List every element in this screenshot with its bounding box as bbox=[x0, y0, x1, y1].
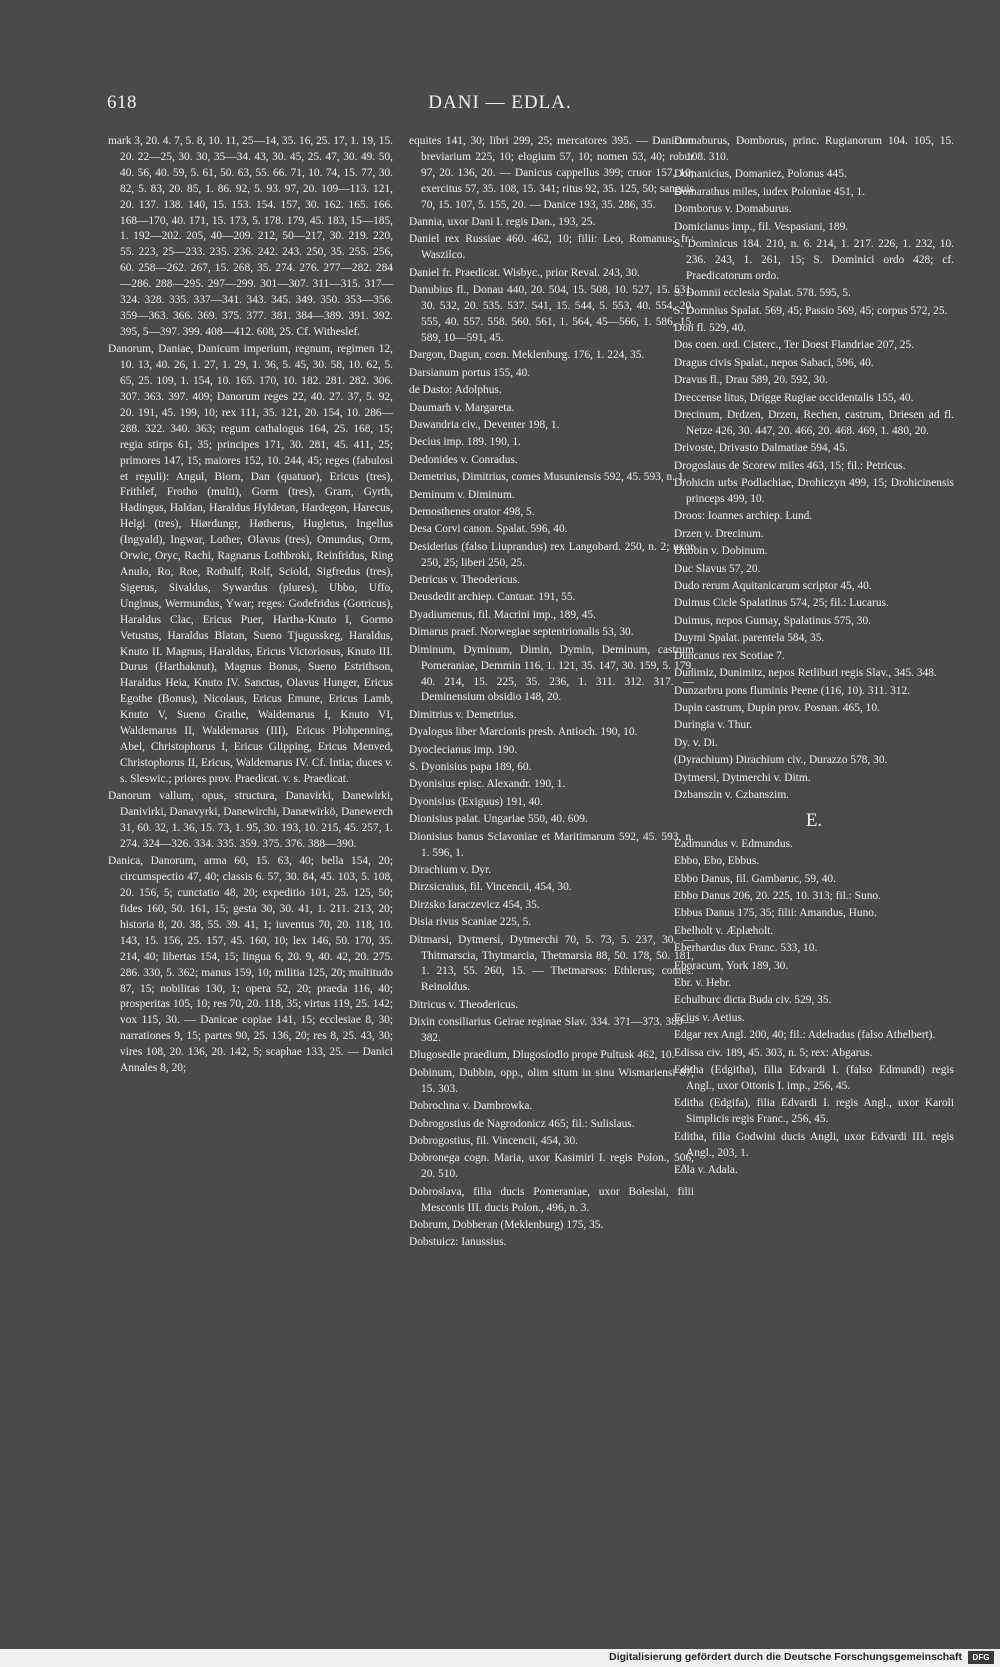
index-entry: Duymi Spalat. parentela 584, 35. bbox=[674, 632, 825, 645]
index-entry: Domanicius, Domaniez, Polonus 445. bbox=[674, 168, 847, 181]
index-entry: Echulburc dicta Buda civ. 529, 35. bbox=[674, 994, 832, 1007]
index-entry: Editha (Edgifa), filia Edvardi I. regis Angl., uxor Karoli Simplicis regis Franc., 256, 45. bbox=[674, 1097, 954, 1126]
index-entry: Dravus fl., Drau 589, 20. 592, 30. bbox=[674, 374, 828, 387]
index-entry: Dirzsko Iaraczevicz 454, 35. bbox=[409, 898, 540, 911]
index-entry: Duimus Cicle Spalatinus 574, 25; fil.: Lucarus. bbox=[674, 597, 889, 610]
index-entry: Ebelholt v. Æplæholt. bbox=[674, 924, 774, 937]
index-entry: Dy. v. Di. bbox=[674, 736, 718, 749]
index-entry: Danubius fl., Donau 440, 20. 504, 15. 508, 10. 527, 15. 531, 30. 532, 20. 535. 537. 541, 15. 544, 5. 553, 40. 554, 20. 555, 40. 557. 558. 560. 561, 1. 564, 45—566, 1. 586, 15. 589, 10—591, 45. bbox=[409, 284, 694, 344]
index-entry: S. Dominicus 184. 210, n. 6. 214, 1. 217. 226, 1. 232, 10. 236. 243, 1. 261, 15; S. Dominici ordo 428; cf. Praedicatorum ordo. bbox=[674, 237, 954, 282]
index-entry: Duimus, nepos Gumay, Spalatinus 575, 30. bbox=[674, 614, 872, 627]
index-entry: Dionisius banus Sclavoniae et Maritimarum 592, 45. 593, n. 1. 596, 1. bbox=[409, 830, 694, 859]
index-entry: Ebbo Danus 206, 20. 225, 10. 313; fil.: Suno. bbox=[674, 889, 881, 902]
index-entry: Daniel rex Russiae 460. 462, 10; filii: Leo, Romanus; fr.: Waszilco. bbox=[409, 233, 694, 262]
index-entry: Dionisius palat. Ungariae 550, 40. 609. bbox=[409, 813, 588, 826]
index-entry: Ecius v. Aetius. bbox=[674, 1011, 745, 1024]
index-entry: Drogoslaus de Scorew miles 463, 15; fil.: Petricus. bbox=[674, 459, 906, 472]
index-entry: Dimarus praef. Norwegiae septentrionalis 53, 30. bbox=[409, 626, 634, 639]
index-entry: Danica, Danorum, arma 60, 15. 63, 40; bella 154, 20; circumspectio 47, 40; classis 6. 57, 30. 84, 45. 103, 5. 108, 20. 156, 5; cunctatio 48, 20; expeditio 101, 25. 125, 50; fides 160, 50. 161, 15; gesta 30, 30. 41, 1. 211. 213, 20; historia 8, 20. 38, 55. 39. 41, 1; iuventus 70, 20. 118, 10. 143, 15. 156, 25. 157, 45. 160, 10; lex 146, 50. 170, 35. 214, 40; libertas 154, 15; lingua 6, 20. 9, 40. 42, 20. 275. 286. 330, 5. 362; manus 159, 10; militia 125, 20; multitudo 87, 15; nobilitas 130, 1; opera 52, 20; praeda 116, 40; prosperitas 105, 10; res 70, 20. 118, 35; virtus 119, 25. 142; vox 115, 30. — Danicae copiae 141, 15; ecclesiae 8, 30; narrationes 9, 15; partes 90, 25. 136, 20; res 8, 25. 43, 30; vires 108, 20. 136, 20. 142, 5; scaphae 133, 25. — Danici Annales 8, 20; bbox=[108, 855, 393, 1075]
footer-credit: Digitalisierung gefördert durch die Deutsche Forschungsgemeinschaft bbox=[609, 1651, 962, 1663]
index-entry: Dobrochna v. Dambrowka. bbox=[409, 1100, 533, 1113]
index-entry: Detricus v. Theodericus. bbox=[409, 574, 521, 587]
index-entry: Eboracum, York 189, 30. bbox=[674, 959, 789, 972]
index-entry: S. Dyonisius papa 189, 60. bbox=[409, 761, 532, 774]
index-entry: Edgar rex Angl. 200, 40; fil.: Adelradus (falso Athelbert). bbox=[674, 1029, 936, 1042]
running-head: DANI — EDLA. bbox=[428, 92, 572, 113]
index-entry: Daumarh v. Margareta. bbox=[409, 401, 515, 414]
section-letter: E. bbox=[805, 809, 823, 831]
index-entry: Desa Corvi canon. Spalat. 596, 40. bbox=[409, 523, 568, 536]
dfg-logo-icon: DFG bbox=[968, 1651, 994, 1664]
index-entry: Diminum, Dyminum, Dimin, Dymin, Deminum, castrum Pomeraniae, Demmin 116, 1. 121, 35. 147, 30. 159, 5. 179, 40. 214, 15. 225, 35. 236, 1. 311. 312. 317. — Deminensium obsidio 148, 20. bbox=[409, 643, 694, 704]
index-entry: Dyonisius (Exiguus) 191, 40. bbox=[409, 795, 543, 808]
index-entry: Dimitrius v. Demetrius. bbox=[409, 708, 517, 721]
index-entry: Dirachium v. Dyr. bbox=[409, 863, 492, 876]
index-entry: Eberhardus dux Franc. 533, 10. bbox=[674, 942, 818, 955]
index-entry: equites 141, 30; libri 299, 25; mercatores 395. — Danicum breviarium 225, 10; elogium 57, 10; nomen 53, 40; robur 97, 20. 136, 20. — Danicus cappellus 399; cruor 157, 10; exercitus 57, 35. 108, 15. 341; ritus 92, 35. 125, 50; sanguis 70, 15. 107, 5. 155, 20. — Danice 193, 35. 286, 35. bbox=[409, 135, 694, 211]
index-entry: Dlugosedle praedium, Dlugosiodlo prope Pultusk 462, 10. bbox=[409, 1049, 675, 1062]
index-entry: Deminum v. Diminum. bbox=[409, 488, 515, 501]
index-entry: Ebr. v. Hebr. bbox=[674, 977, 732, 989]
index-entry: Editha (Edgitha), filia Edvardi I. (falso Edmundi) regis Angl., uxor Ottonis I. imp., 256, 45. bbox=[674, 1064, 954, 1092]
index-entry: Eðla v. Adala. bbox=[674, 1163, 738, 1176]
index-entry: Darsianum portus 155, 40. bbox=[409, 366, 531, 379]
index-entry: S. Domnius Spalat. 569, 45; Passio 569, 45; corpus 572, 25. bbox=[674, 304, 948, 317]
index-entry: Dargon, Dagun, coen. Meklenburg. 176, 1. 224, 35. bbox=[409, 349, 645, 362]
index-entry: Dobinum, Dubbin, opp., olim situm in sinu Wismariensi 87, 15. 303. bbox=[409, 1066, 694, 1095]
index-entry: de Dasto: Adolphus. bbox=[409, 384, 502, 397]
index-entry: Ditricus v. Theodericus. bbox=[409, 998, 519, 1011]
index-entry: Dragus civis Spalat., nepos Sabaci, 596, 40. bbox=[674, 356, 874, 369]
index-entry: Disia rivus Scaniae 225, 5. bbox=[409, 916, 532, 929]
digitization-footer bbox=[0, 1649, 1000, 1667]
index-entry: (Dyrachium) Dirachium civ., Durazzo 578, 30. bbox=[674, 754, 888, 767]
index-entry: Danorum vallum, opus, structura, Danavirki, Danewirki, Danivirki, Danavyrki, Danewirchi, Danæwirkö, Danewerch 31, 60. 32, 1. 36, 15. 73, 1. 95, 30. 193, 10. 215, 45. 257, 1. 274. 324—326. 334. 335. 359. 375. 376. 388—390. bbox=[108, 790, 393, 850]
index-entry: Dobrogostius, fil. Vincencii, 454, 30. bbox=[409, 1134, 579, 1147]
index-entry: Ebbo Danus, fil. Gambaruc, 59, 40. bbox=[674, 872, 836, 885]
index-entry: Don fl. 529, 40. bbox=[674, 321, 747, 334]
index-entry: Domicianus imp., fil. Vespasiani, 189. bbox=[674, 220, 849, 233]
index-entry: Dupin castrum, Dupin prov. Posnan. 465, 10. bbox=[674, 701, 880, 714]
index-entry: Duringia v. Thur. bbox=[674, 719, 753, 732]
index-column-left bbox=[108, 134, 393, 1078]
index-entry: Ditmarsi, Dytmersi, Dytmerchi 70, 5. 73, 5. 237, 30. — Thitmarscia, Thytmarcia, Thetmarsia 88, 50. 178, 50. 181, 1. 213, 55. 260, 15. — Thetmarsos: Ethlerus; comes: Reinoldus. bbox=[409, 933, 694, 994]
index-entry: Dyonisius episc. Alexandr. 190, 1. bbox=[409, 778, 566, 791]
index-entry: Demosthenes orator 498, 5. bbox=[409, 505, 535, 518]
index-entry: Edissa civ. 189, 45. 303, n. 5; rex: Abgarus. bbox=[674, 1046, 873, 1059]
index-entry: Drzen v. Drecinum. bbox=[674, 527, 764, 540]
index-entry: Drecinum, Drdzen, Drzen, Rechen, castrum, Driesen ad fl. Netze 426, 30. 447, 20. 466, 20. 468. 469, 1. 480, 20. bbox=[674, 409, 954, 437]
index-entry: Daniel fr. Praedicat. Wisbyc., prior Reval. 243, 30. bbox=[409, 266, 640, 279]
index-entry: Ebbo, Ebo, Ebbus. bbox=[674, 855, 760, 868]
index-entry: Dannia, uxor Dani I. regis Dan., 193, 25. bbox=[409, 216, 596, 229]
index-entry: Dixin consiliarius Geirae reginae Slav. 334. 371—373. 380—382. bbox=[409, 1016, 694, 1045]
index-entry: Decius imp. 189. 190, 1. bbox=[409, 436, 521, 449]
index-column-right bbox=[674, 134, 954, 1180]
index-entry: Domborus v. Domaburus. bbox=[674, 203, 792, 216]
index-entry: Danorum, Daniae, Danicum imperium, regnum, regimen 12, 10. 13, 40. 26, 1. 27, 1. 29, 1. 36, 5. 45, 30. 58, 10. 62, 5. 65, 25. 109, 1. 154, 10. 165. 170, 10. 182. 281. 282. 306. 307. 363. 397. 409; Danorum reges 22, 40. 27. 37, 5. 92, 20. 191, 45. 199, 10; rex 111, 35. 121, 20. 154, 10. 286—288. 322. 340. 363; regum cathalogus 164, 25. 168, 15; regia stirps 61, 35; principes 171, 30. 281, 45. 411, 25; primores 147, 15; maiores 152, 10. 244, 45; reges (fabulosi et reguli): Angul, Biorn, Dan (quatuor), Ericus (tres), Frithlef, Frotho (multi), Gorm (tres), Gram, Gyrth, Hadingus, Haldan, Haraldus Hyldetan, Hardegon, Harecus, Helgi (tres), Hiørdungr, Høtherus, Hugletus, Ingellus (Ingyald), Ingwar, Lother, Olavus (tres), Omundus, Orm, Orwic, Oryc, Rachi, Ragnarus Lothbroki, Reinfridus, Ring Anulo, Ro, Roe, Rothulf, Rolf, Sciold, Sigfredus (tres), Sigerus, Sivaldus, Sywardus (plures), Ubbo, Uffo, Unginus, Wermundus, Ywar; reges: Godefridus (Gotricus), Haraldus Clac, Ericus Puer, Hartha-Knuto I, Gormo Vetustus, Haraldus Blatan, Sueno Tjugusskeg, Haraldus, Knuto II. Magnus, Haraldus, Ericus Victoriosus, Knuto III. Durus (Harthaknut), Magnus Bonus, Sueno Estrithson, Haraldus Heia, Knuto IV. Sanctus, Olavus Hunger, Ericus Egothe (Bonus), Nicolaus, Ericus Emune, Ericus Lamb, Knuto V, Sueno Grathe, Waldemarus I, Knuto VI, Waldemarus II, Waldemarus (III), Ericus Plohpenning, Abel, Christophorus I, Ericus Glipping, Ericus Menved, Christophorus II, Ericus, Waldemarus IV. Cf. Intia; duces v. s. Sleswic.; priores prov. Praedicat. v. s. Praedicat. bbox=[108, 343, 393, 785]
index-entry: Dawandria civ., Deventer 198, 1. bbox=[409, 418, 560, 431]
index-entry: Ebbus Danus 175, 35; filii: Amandus, Huno. bbox=[674, 907, 877, 920]
page-number: 618 bbox=[107, 92, 137, 113]
index-entry: Dyadiumenus, fil. Macrini imp., 189, 45. bbox=[409, 608, 596, 621]
index-entry: Domaburus, Domborus, princ. Rugianorum 104. 105, 15. 108. 310. bbox=[674, 135, 954, 163]
index-entry: Editha, filia Godwini ducis Angli, uxor Edvardi III. regis Angl., 203, 1. bbox=[674, 1130, 954, 1159]
index-entry: Duncanus rex Scotiae 7. bbox=[674, 649, 785, 662]
index-entry: Dobronega cogn. Maria, uxor Kasimiri I. regis Polon., 506, 20. 510. bbox=[409, 1152, 694, 1181]
index-entry: Dos coen. ord. Cisterc., Ter Doest Flandriae 207, 25. bbox=[674, 339, 915, 352]
index-entry: Drohicin urbs Podlachiae, Drohiczyn 499, 15; Drohicinensis princeps 499, 10. bbox=[674, 477, 954, 506]
index-entry: Dunzarbru pons fluminis Peene (116, 10). 311. 312. bbox=[674, 684, 911, 697]
index-entry: Dobrum, Dobberan (Meklenburg) 175, 35. bbox=[409, 1219, 604, 1231]
index-entry: S. Domnii ecclesia Spalat. 578. 595, 5. bbox=[674, 287, 851, 300]
index-entry: Dobroslava, filia ducis Pomeraniae, uxor Boleslai, filii Mesconis III. ducis Polon., 496, n. 3. bbox=[409, 1185, 694, 1214]
index-entry: Demetrius, Dimitrius, comes Musuniensis 592, 45. 593, n. 1. bbox=[409, 471, 687, 484]
index-entry: Dubbin v. Dobinum. bbox=[674, 545, 768, 558]
index-entry: Droos: Ioannes archiep. Lund. bbox=[674, 510, 813, 523]
index-entry: Domarathus miles, iudex Poloniae 451, 1. bbox=[674, 185, 866, 198]
index-entry: Drivoste, Drivasto Dalmatiae 594, 45. bbox=[674, 442, 848, 455]
index-entry: Dobstuicz: Ianussius. bbox=[409, 1236, 507, 1249]
index-entry: Dzbanszin v. Czbanszim. bbox=[674, 788, 790, 801]
index-entry: Dytmersi, Dytmerchi v. Ditm. bbox=[674, 771, 811, 784]
index-entry: Dyoclecianus imp. 190. bbox=[409, 743, 518, 756]
index-entry: Desiderius (falso Liuprandus) rex Langobard. 250, n. 2; uxor 250, 25; liberi 250, 25. bbox=[409, 540, 694, 569]
index-entry: Dedonides v. Conradus. bbox=[409, 453, 518, 466]
index-entry: Dyalogus liber Marcionis presb. Antioch. 190, 10. bbox=[409, 726, 638, 739]
index-column-middle bbox=[409, 134, 694, 1253]
index-entry: mark 3, 20. 4. 7, 5. 8, 10. 11, 25—14, 35. 16, 25. 17, 1. 19, 15. 20. 22—25, 30. 30, 35—34. 43, 30. 45, 25. 47, 30. 49. 50, 40. 56, 40. 59, 5. 61, 50. 63, 55. 66. 71, 10. 74, 15. 77, 30. 82, 5. 83, 20. 85, 1. 86. 92, 5. 93. 97, 20. 109—113. 121, 20. 137. 138. 140, 15. 153. 154. 157, 30. 162. 165. 166. 168—170, 40. 171, 15. 173, 5. 178. 179, 45. 183, 15—185, 1. 192—202. 205, 40—209. 212, 50—217, 30. 219. 220, 55. 223, 25—233. 235. 236. 242. 243. 250, 35. 255. 256, 60. 258—262. 267, 15. 268, 35. 274. 276. 277—282. 284—286. 288—295. 297—299. 301—307. 311—315. 317—324. 328. 335. 337—341. 343. 345. 349. 350. 353—356. 359—363. 366. 369. 375. 377. 381. 384—389. 391. 392. 395, 5—397. 399. 408—412. 608, 25. Cf. Witheslef. bbox=[108, 135, 393, 338]
index-entry: Deusdedit archiep. Cantuar. 191, 55. bbox=[409, 591, 576, 604]
index-entry: Dirzsicraius, fil. Vincencii, 454, 30. bbox=[409, 881, 572, 894]
index-entry: Dudo rerum Aquitanicarum scriptor 45, 40. bbox=[674, 580, 872, 593]
index-entry: Dreccense litus, Drigge Rugiae occidentalis 155, 40. bbox=[674, 391, 914, 404]
index-entry: Dobrogostius de Nagrodonicz 465; fil.: Sulislaus. bbox=[409, 1117, 635, 1130]
index-entry: Duc Slavus 57, 20. bbox=[674, 562, 761, 575]
index-entry: Eadmundus v. Edmundus. bbox=[674, 837, 793, 850]
index-entry: Dunimiz, Dunimitz, nepos Retliburi regis Slav., 345. 348. bbox=[674, 667, 937, 680]
